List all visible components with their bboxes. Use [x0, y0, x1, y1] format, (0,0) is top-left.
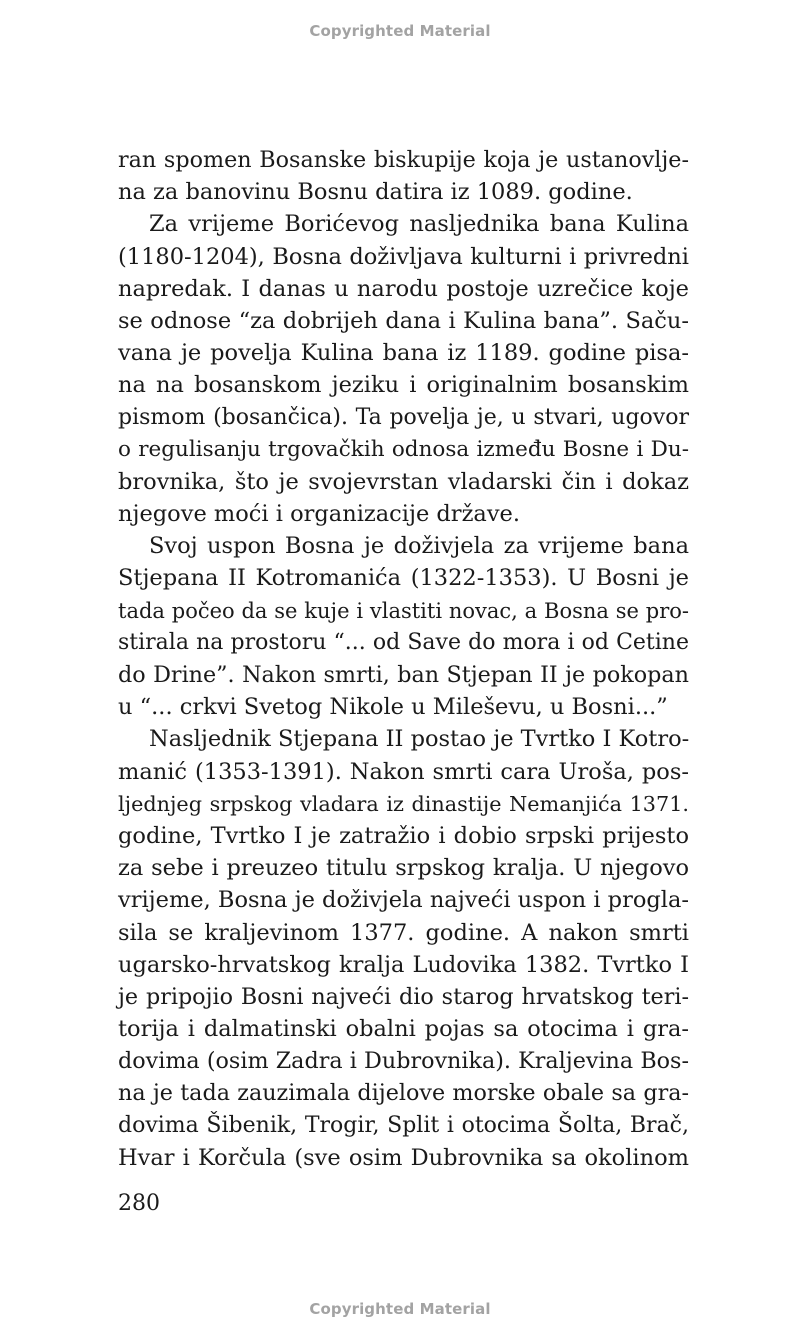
- text-line: Za vrijeme Borićevog nasljednika bana Kulina: [149, 211, 689, 238]
- text-line: ugarsko-hrvatskog kralja Ludovika 1382. Tvrtko I: [118, 951, 689, 978]
- page-number: 280: [118, 1191, 160, 1216]
- text-line: na za banovinu Bosnu datira iz 1089. godine.: [118, 179, 633, 206]
- text-line: pismom (bosančica). Ta povelja je, u stvari, ugovor: [118, 404, 689, 430]
- text-line: je pripojio Bosni najveći dio starog hrvatskog teri-: [118, 983, 689, 1010]
- copyright-watermark-bottom: Copyrighted Material: [309, 1300, 491, 1318]
- text-line: stirala na prostoru “... od Save do mora i od Cetine: [118, 629, 689, 655]
- text-line: do Drine”. Nakon smrti, ban Stjepan II je pokopan: [118, 662, 689, 688]
- text-line: se odnose “za dobrijeh dana i Kulina bana”. Saču-: [118, 307, 689, 334]
- page-body-text: [118, 144, 689, 1174]
- text-line: za sebe i preuzeo titulu srpskog kralja. U njegovo: [118, 855, 689, 882]
- text-line: vana je povelja Kulina bana iz 1189. godine pisa-: [118, 340, 689, 367]
- text-line: njegove moći i organizacije države.: [118, 501, 521, 528]
- text-line: Svoj uspon Bosna je doživjela za vrijeme bana: [149, 533, 689, 560]
- text-line: o regulisanju trgovačkih odnosa između Bosne i Du-: [118, 436, 689, 462]
- text-line: Stjepana II Kotromanića (1322-1353). U Bosni je: [118, 565, 689, 592]
- text-line: sila se kraljevinom 1377. godine. A nakon smrti: [118, 919, 689, 946]
- text-line: Nasljednik Stjepana II postao je Tvrtko I Kotro-: [149, 726, 690, 753]
- text-line: na na bosanskom jeziku i originalnim bosanskim: [118, 372, 689, 399]
- text-line: godine, Tvrtko I je zatražio i dobio srpski prijesto: [118, 822, 689, 849]
- text-line: napredak. I danas u narodu postoje uzrečice koje: [118, 275, 689, 302]
- text-line: dovima (osim Zadra i Dubrovnika). Kraljevina Bos-: [118, 1048, 689, 1075]
- text-line: na je tada zauzimala dijelove morske obale sa gra-: [118, 1080, 689, 1107]
- text-line: (1180-1204), Bosna doživljava kulturni i privredni: [118, 243, 689, 270]
- text-line: brovnika, što je svojevrstan vladarski čin i dokaz: [118, 468, 689, 495]
- copyright-watermark-top: Copyrighted Material: [309, 22, 491, 40]
- text-line: Hvar i Korčula (sve osim Dubrovnika sa okolinom: [118, 1144, 689, 1171]
- text-line: dovima Šibenik, Trogir, Split i otocima Šolta, Brač,: [118, 1112, 689, 1138]
- text-line: u “... crkvi Svetog Nikole u Mileševu, u Bosni...”: [118, 694, 668, 721]
- text-line: vrijeme, Bosna je doživjela najveći uspon i progla-: [118, 887, 689, 914]
- text-line: ran spomen Bosanske biskupije koja je ustanovlje-: [118, 147, 689, 173]
- text-line: torija i dalmatinski obalni pojas sa otocima i gra-: [118, 1016, 689, 1043]
- text-line: ljednjeg srpskog vladara iz dinastije Nemanjića 1371.: [118, 791, 689, 816]
- text-line: tada počeo da se kuje i vlastiti novac, a Bosna se pro-: [118, 598, 689, 623]
- text-line: manić (1353-1391). Nakon smrti cara Uroša, pos-: [118, 758, 689, 785]
